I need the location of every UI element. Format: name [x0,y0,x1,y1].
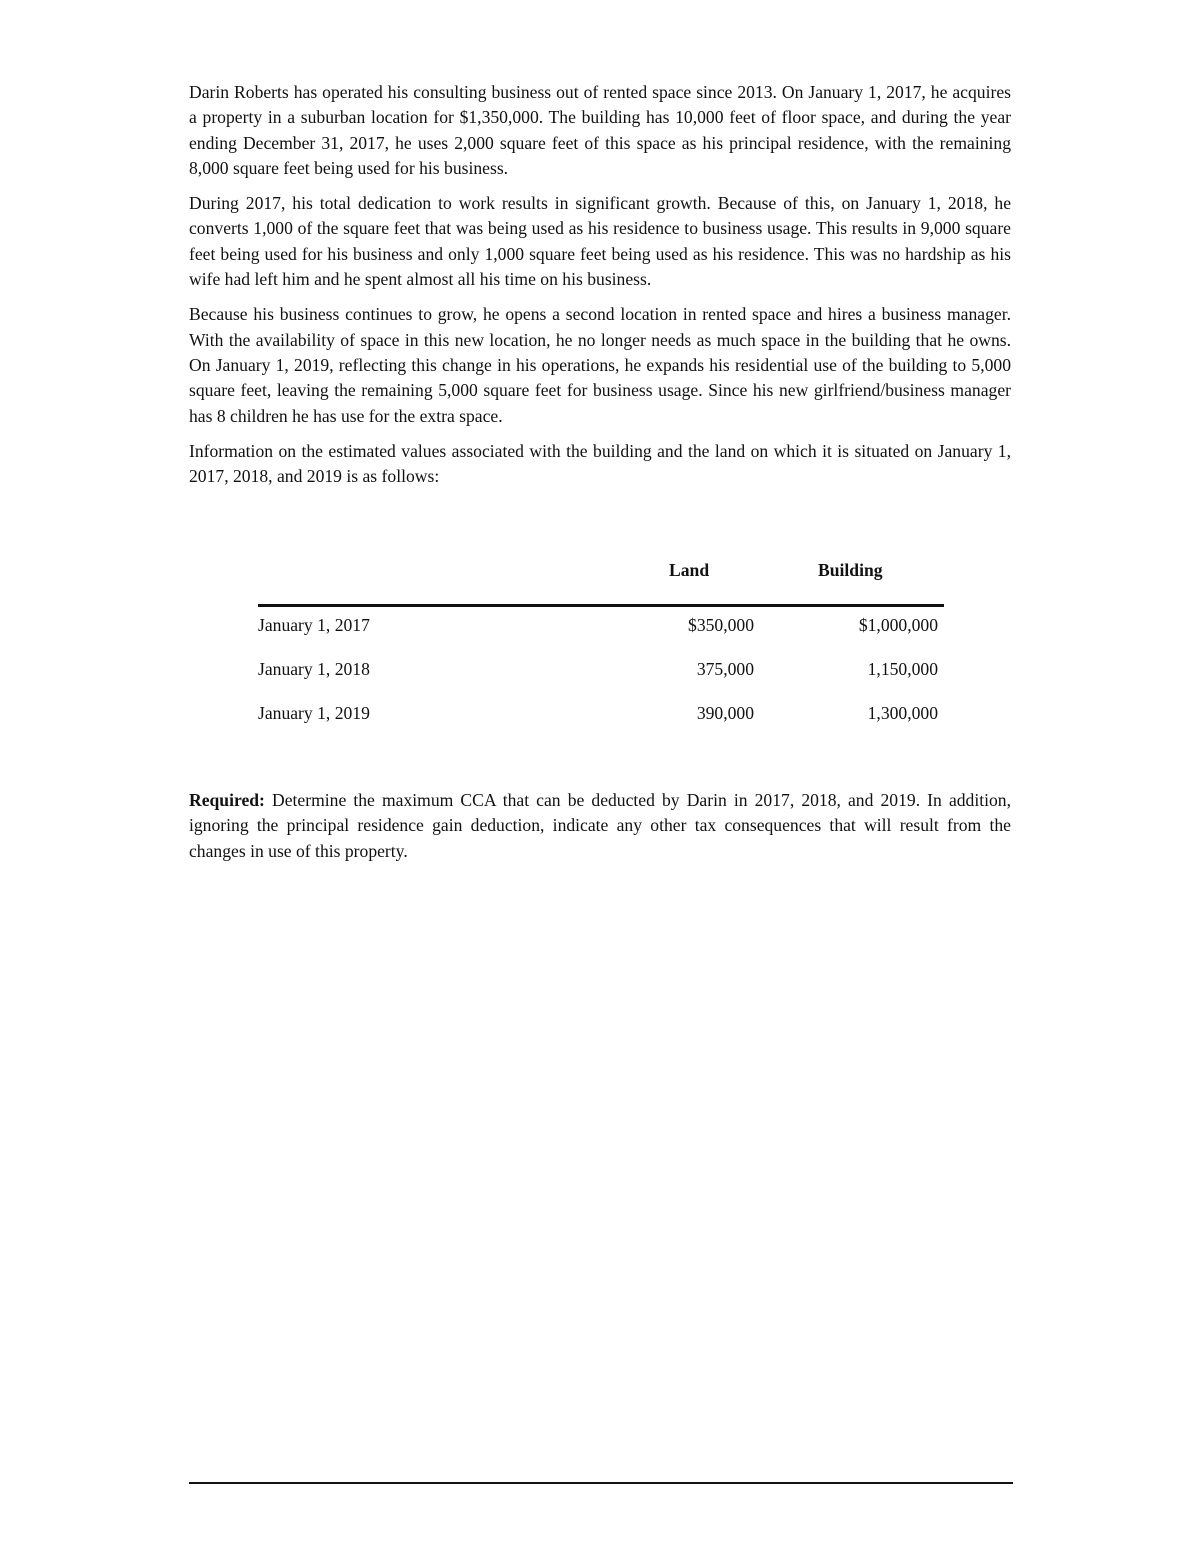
table-row [258,609,944,653]
column-header-land: Land [669,560,710,580]
table-row [258,697,944,741]
row-date: January 1, 2019 [258,703,370,723]
row-date: January 1, 2018 [258,659,370,679]
paragraph-2019-change: Because his business continues to grow, he opens a second location in rented space and hires a business manager. With the availability of space in this new location, he no longer needs as much space in the building that he owns. On January 1, 2019, reflecting this change in his operations, he expands his residential use of the building to 5,000 square feet, leaving the remaining 5,000 square feet for business usage. Since his new girlfriend/business manager has 8 children he has use for the extra space. [189,304,1011,426]
required-section [189,788,1011,864]
column-header-building: Building [818,560,883,580]
required-label: Required: [189,790,265,810]
row-building-value: 1,150,000 [867,659,938,679]
row-land-value: 390,000 [696,703,754,723]
row-building-value: 1,300,000 [867,703,938,723]
paragraph-values-intro: Information on the estimated values associated with the building and the land on which it is situated on January 1, 2017, 2018, and 2019 is as follows: [189,440,1011,487]
required-text: Determine the maximum CCA that can be deducted by Darin in 2017, 2018, and 2019. In addition, ignoring the principal residence gain deduction, indicate any other tax consequences that will result from the changes in use of this property. [189,790,1011,861]
footer-divider [189,1482,1013,1484]
values-table-body [258,607,944,741]
problem-body [189,80,1011,499]
paragraph-2017-growth: During 2017, his total dedication to work results in significant growth. Because of this, on January 1, 2018, he converts 1,000 of the square feet that was being used as his residence to business usage. This results in 9,000 square feet being used for his business and only 1,000 square feet being used as his residence. This was no hardship as his wife had left him and he spent almost all his time on his business. [189,193,1011,290]
row-land-value: $350,000 [688,615,754,635]
values-table [258,556,944,741]
row-land-value: 375,000 [696,659,754,679]
row-building-value: $1,000,000 [858,615,938,635]
row-date: January 1, 2017 [258,615,370,635]
values-table-header [258,556,944,607]
paragraph-intro: Darin Roberts has operated his consulting business out of rented space since 2013. On January 1, 2017, he acquires a property in a suburban location for $1,350,000. The building has 10,000 feet of floor space, and during the year ending December 31, 2017, he uses 2,000 square feet of this space as his principal residence, with the remaining 8,000 square feet being used for his business. [189,82,1011,178]
table-row [258,653,944,697]
